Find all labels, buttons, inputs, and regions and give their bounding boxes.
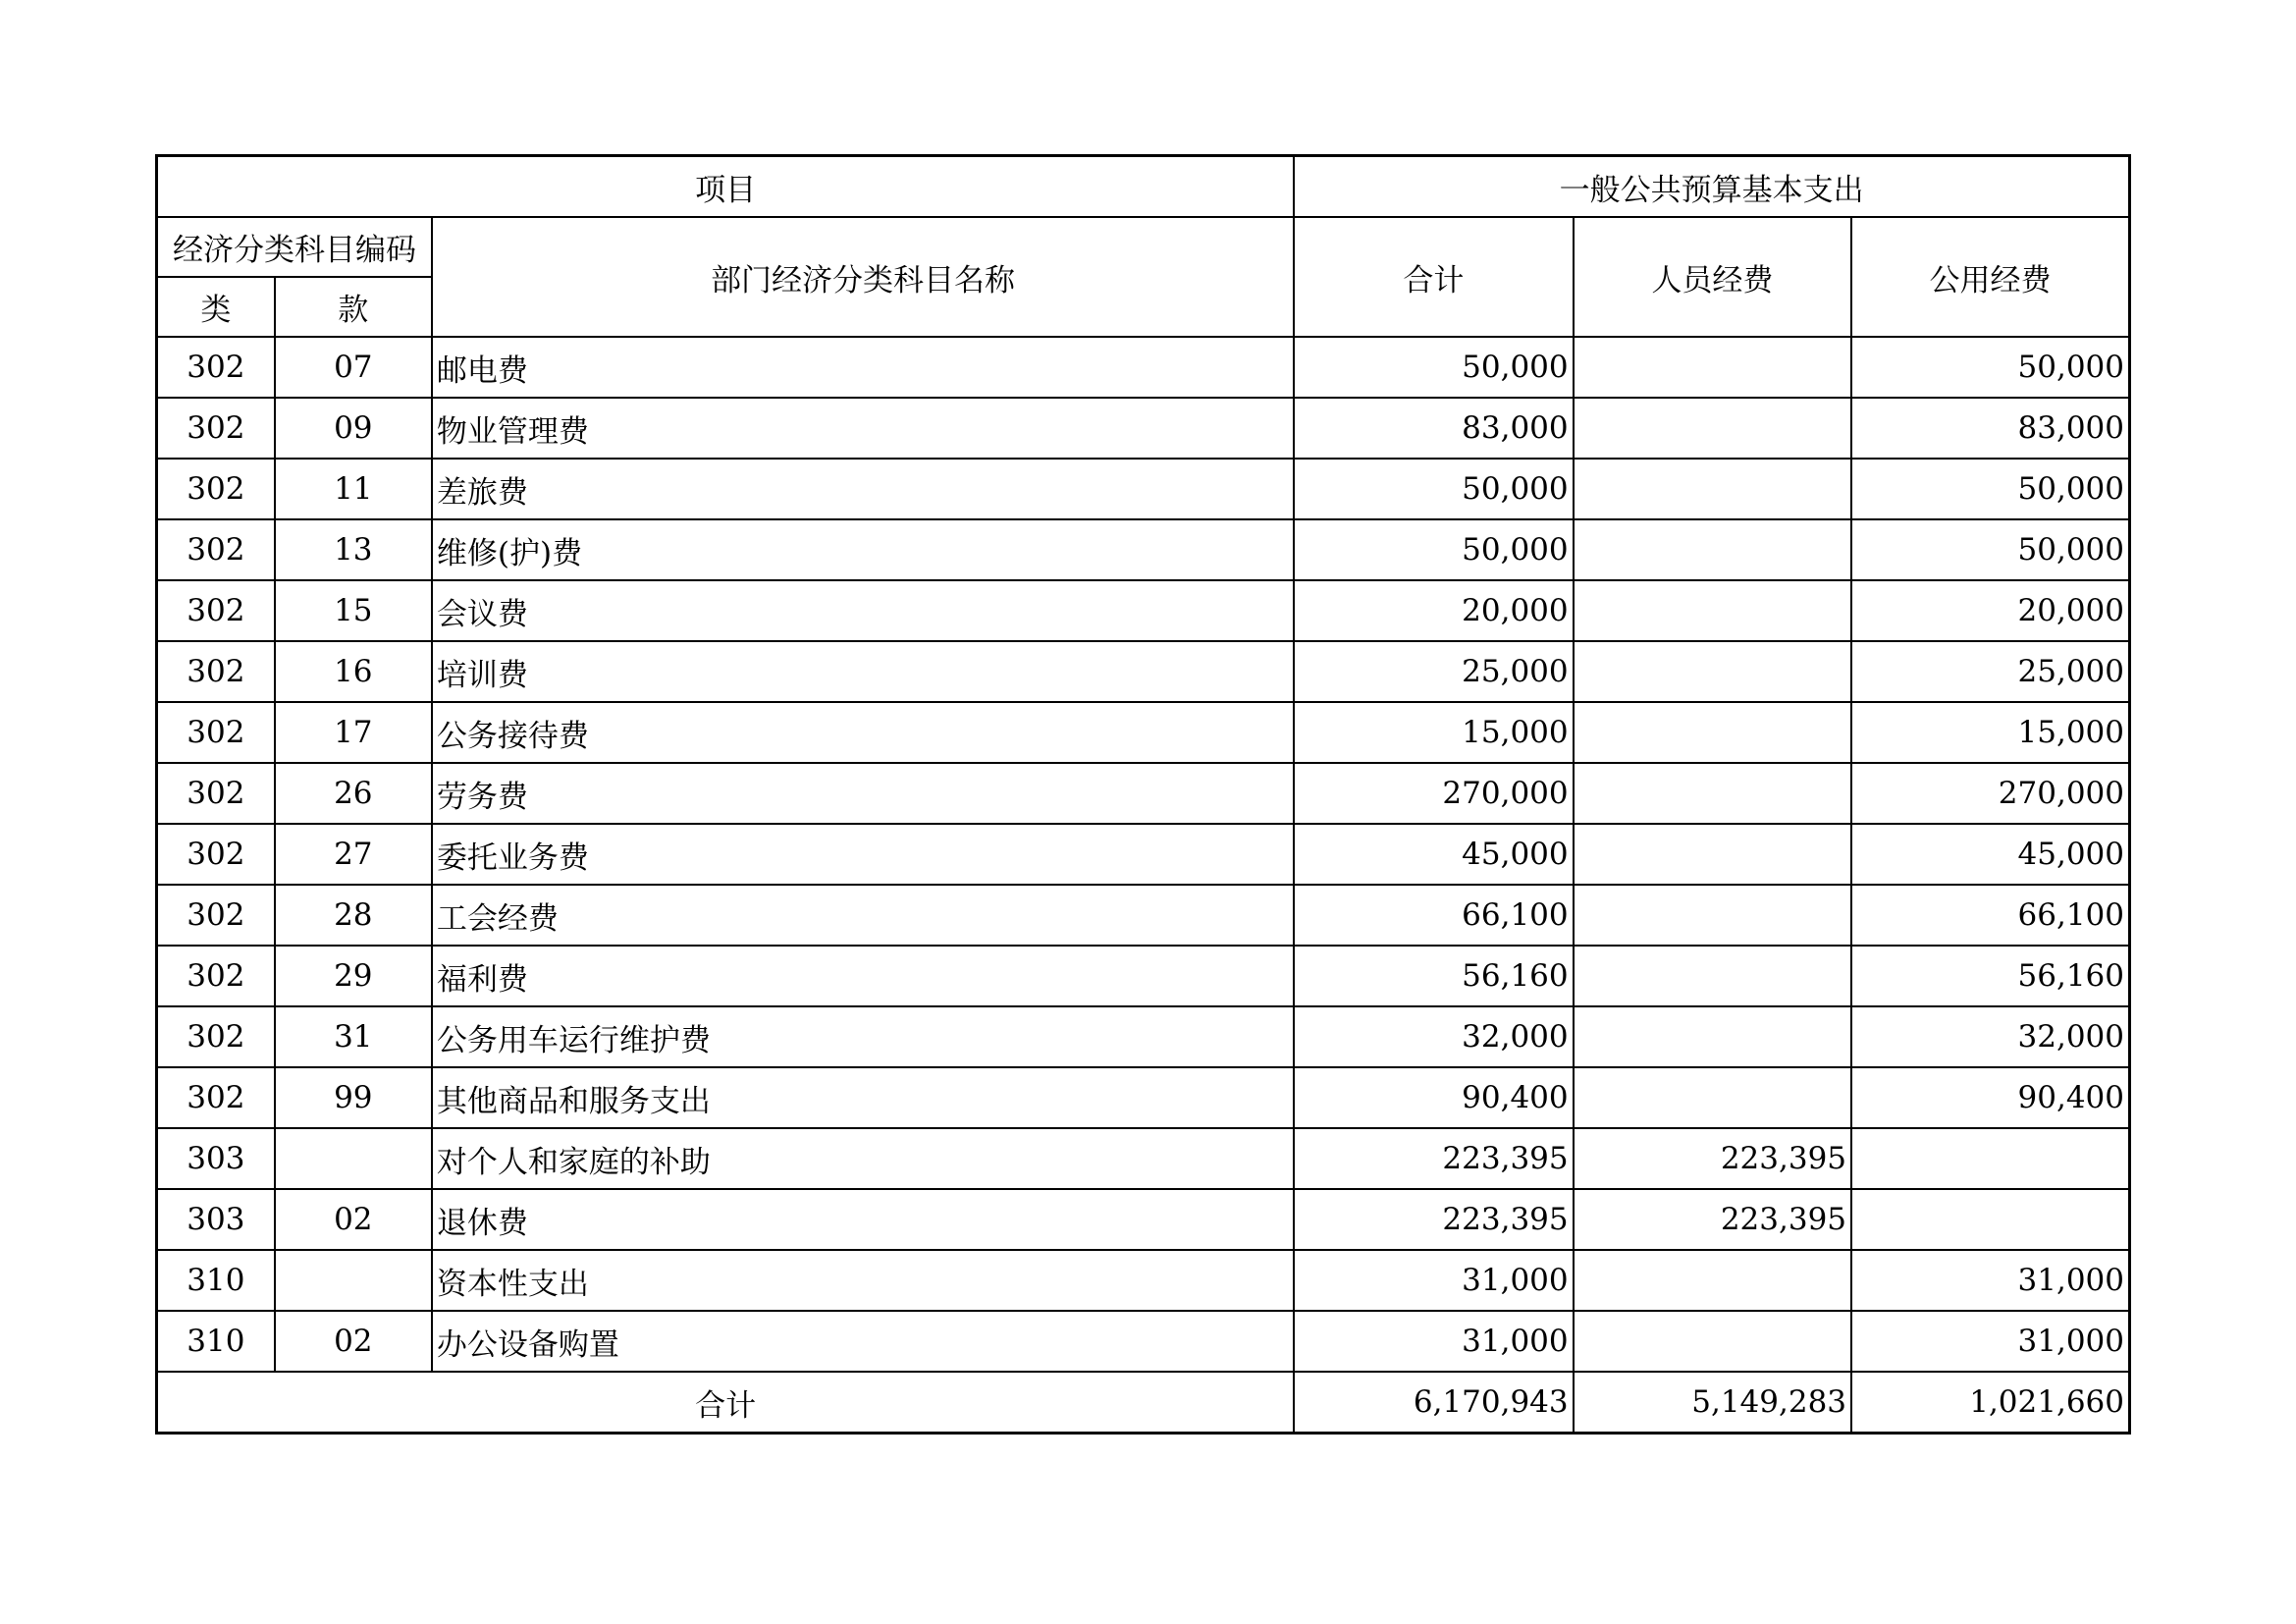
item-name-cell: 对个人和家庭的补助 [432,1128,1294,1189]
total-cell: 56,160 [1294,946,1573,1006]
kuan-cell: 16 [275,641,432,702]
lei-column-header: 类 [157,277,275,337]
total-cell: 20,000 [1294,580,1573,641]
table-row [157,337,2130,398]
table-row [157,641,2130,702]
lei-cell: 302 [157,1067,275,1128]
personnel-total-cell: 5,149,283 [1574,1372,1851,1434]
lei-cell: 302 [157,337,275,398]
public-cell: 270,000 [1851,763,2129,824]
total-cell: 15,000 [1294,702,1573,763]
kuan-cell: 26 [275,763,432,824]
lei-cell: 302 [157,824,275,885]
table-row [157,1189,2130,1250]
public-cell: 50,000 [1851,519,2129,580]
header-row-2 [157,217,2130,277]
item-name-cell: 邮电费 [432,337,1294,398]
kuan-cell: 27 [275,824,432,885]
personnel-cell [1574,398,1851,459]
table-row [157,702,2130,763]
personnel-cell [1574,1067,1851,1128]
table-row [157,946,2130,1006]
table-row [157,763,2130,824]
table-row [157,885,2130,946]
personnel-cell [1574,1250,1851,1311]
table-row [157,1006,2130,1067]
total-cell: 31,000 [1294,1250,1573,1311]
item-name-cell: 维修(护)费 [432,519,1294,580]
total-cell: 45,000 [1294,824,1573,885]
personnel-cell [1574,459,1851,519]
total-cell: 32,000 [1294,1006,1573,1067]
total-row [157,1372,2130,1434]
public-cell: 15,000 [1851,702,2129,763]
code-group-header: 经济分类科目编码 [157,217,432,277]
personnel-cell [1574,641,1851,702]
public-column-header: 公用经费 [1851,217,2129,337]
lei-cell: 302 [157,580,275,641]
total-cell: 50,000 [1294,519,1573,580]
kuan-cell [275,1250,432,1311]
total-cell: 66,100 [1294,885,1573,946]
personnel-cell [1574,763,1851,824]
total-cell: 50,000 [1294,459,1573,519]
personnel-cell [1574,519,1851,580]
public-cell [1851,1128,2129,1189]
personnel-cell [1574,824,1851,885]
table-row [157,1067,2130,1128]
total-row-label: 合计 [157,1372,1295,1434]
table-row [157,398,2130,459]
table-row [157,1311,2130,1372]
item-name-cell: 其他商品和服务支出 [432,1067,1294,1128]
item-name-cell: 资本性支出 [432,1250,1294,1311]
personnel-cell [1574,946,1851,1006]
lei-cell: 302 [157,1006,275,1067]
total-cell: 50,000 [1294,337,1573,398]
personnel-cell [1574,337,1851,398]
kuan-cell: 11 [275,459,432,519]
item-name-cell: 培训费 [432,641,1294,702]
table-row [157,580,2130,641]
personnel-cell [1574,1311,1851,1372]
lei-cell: 303 [157,1189,275,1250]
public-cell: 31,000 [1851,1250,2129,1311]
item-name-cell: 物业管理费 [432,398,1294,459]
grand-total-cell: 6,170,943 [1294,1372,1573,1434]
total-column-header: 合计 [1294,217,1573,337]
kuan-cell: 13 [275,519,432,580]
item-name-cell: 办公设备购置 [432,1311,1294,1372]
total-cell: 270,000 [1294,763,1573,824]
kuan-cell: 29 [275,946,432,1006]
public-cell: 32,000 [1851,1006,2129,1067]
public-cell: 66,100 [1851,885,2129,946]
personnel-cell: 223,395 [1574,1128,1851,1189]
public-cell: 50,000 [1851,459,2129,519]
item-name-cell: 差旅费 [432,459,1294,519]
table-row [157,1250,2130,1311]
personnel-cell [1574,702,1851,763]
lei-cell: 302 [157,641,275,702]
project-header: 项目 [157,156,1295,218]
public-cell [1851,1189,2129,1250]
kuan-cell: 02 [275,1189,432,1250]
item-name-cell: 工会经费 [432,885,1294,946]
item-name-cell: 公务接待费 [432,702,1294,763]
item-name-cell: 退休费 [432,1189,1294,1250]
personnel-cell [1574,580,1851,641]
lei-cell: 302 [157,763,275,824]
kuan-cell: 07 [275,337,432,398]
public-total-cell: 1,021,660 [1851,1372,2129,1434]
name-column-header: 部门经济分类科目名称 [432,217,1294,337]
public-cell: 20,000 [1851,580,2129,641]
public-cell: 25,000 [1851,641,2129,702]
lei-cell: 310 [157,1250,275,1311]
total-cell: 223,395 [1294,1128,1573,1189]
kuan-cell: 09 [275,398,432,459]
public-cell: 45,000 [1851,824,2129,885]
table-row [157,1128,2130,1189]
lei-cell: 302 [157,885,275,946]
public-cell: 90,400 [1851,1067,2129,1128]
lei-cell: 303 [157,1128,275,1189]
personnel-column-header: 人员经费 [1574,217,1851,337]
personnel-cell: 223,395 [1574,1189,1851,1250]
kuan-cell: 99 [275,1067,432,1128]
lei-cell: 302 [157,946,275,1006]
total-cell: 83,000 [1294,398,1573,459]
lei-cell: 302 [157,398,275,459]
item-name-cell: 会议费 [432,580,1294,641]
total-cell: 90,400 [1294,1067,1573,1128]
kuan-cell: 17 [275,702,432,763]
kuan-column-header: 款 [275,277,432,337]
table-row [157,519,2130,580]
lei-cell: 310 [157,1311,275,1372]
personnel-cell [1574,1006,1851,1067]
table-row [157,459,2130,519]
kuan-cell: 28 [275,885,432,946]
table-row [157,824,2130,885]
personnel-cell [1574,885,1851,946]
total-cell: 25,000 [1294,641,1573,702]
item-name-cell: 福利费 [432,946,1294,1006]
item-name-cell: 劳务费 [432,763,1294,824]
total-cell: 223,395 [1294,1189,1573,1250]
lei-cell: 302 [157,519,275,580]
lei-cell: 302 [157,459,275,519]
kuan-cell [275,1128,432,1189]
kuan-cell: 31 [275,1006,432,1067]
header-row-1 [157,156,2130,218]
item-name-cell: 公务用车运行维护费 [432,1006,1294,1067]
public-cell: 83,000 [1851,398,2129,459]
kuan-cell: 15 [275,580,432,641]
lei-cell: 302 [157,702,275,763]
budget-group-header: 一般公共预算基本支出 [1294,156,2129,218]
total-cell: 31,000 [1294,1311,1573,1372]
public-cell: 31,000 [1851,1311,2129,1372]
kuan-cell: 02 [275,1311,432,1372]
public-cell: 50,000 [1851,337,2129,398]
item-name-cell: 委托业务费 [432,824,1294,885]
public-cell: 56,160 [1851,946,2129,1006]
budget-expenditure-table [155,154,2131,1435]
